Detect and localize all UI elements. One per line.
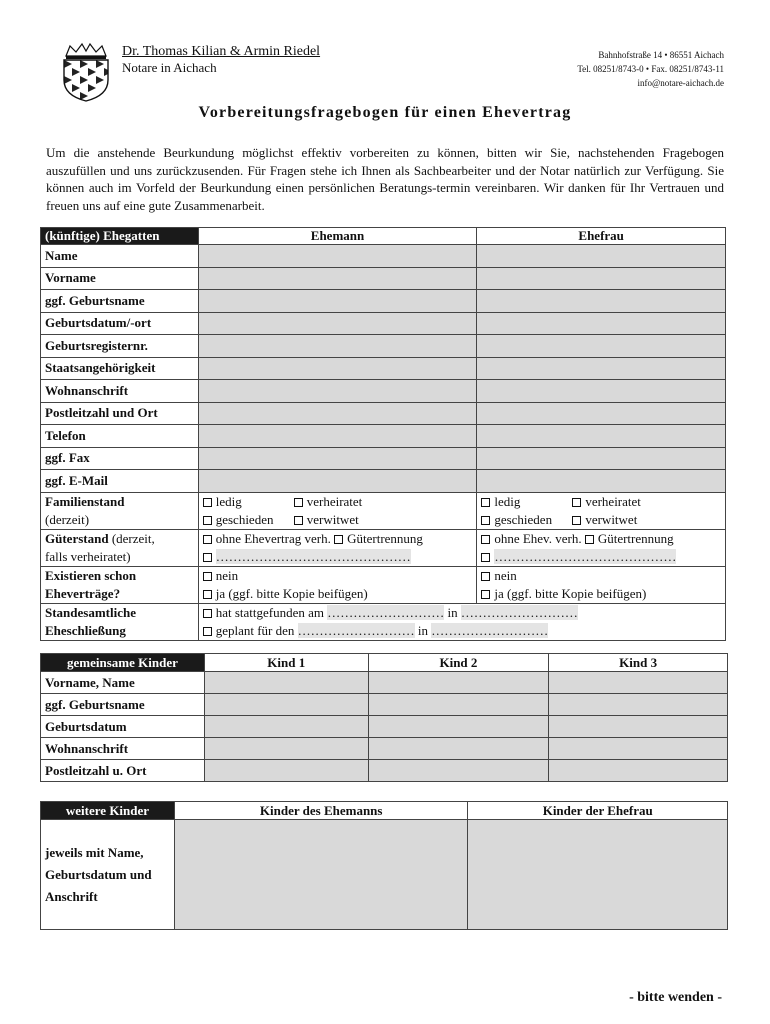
- checkbox-geschieden-wife[interactable]: [481, 516, 490, 525]
- col-husband: Ehemann: [198, 228, 477, 245]
- kind-2-field[interactable]: [368, 760, 549, 782]
- checkbox-verwitwet-wife[interactable]: [572, 516, 581, 525]
- kind-1-field[interactable]: [204, 738, 368, 760]
- wife-field[interactable]: [477, 380, 726, 403]
- wife-field[interactable]: [477, 357, 726, 380]
- husband-field[interactable]: [198, 335, 477, 358]
- table-row: Geburtsregisternr.: [41, 335, 726, 358]
- kind-3-field[interactable]: [549, 716, 728, 738]
- checkbox-geplant[interactable]: [203, 627, 212, 636]
- table-row: ggf. Fax: [41, 447, 726, 470]
- kind-1-field[interactable]: [204, 694, 368, 716]
- table-row: Wohnanschrift: [41, 738, 728, 760]
- wife-field[interactable]: [477, 245, 726, 268]
- date-field-planned[interactable]: ………………………: [297, 622, 415, 638]
- kind-3-field[interactable]: [549, 672, 728, 694]
- checkbox-ohne-ehevertrag-husband[interactable]: [203, 535, 212, 544]
- email: info@notare-aichach.de: [637, 78, 724, 88]
- checkbox-other-husband[interactable]: [203, 553, 212, 562]
- table-row: ggf. Geburtsname: [41, 694, 728, 716]
- checkbox-ohne-ehevertrag-wife[interactable]: [481, 535, 490, 544]
- wife-field[interactable]: [477, 402, 726, 425]
- wife-field[interactable]: [477, 425, 726, 448]
- table-row: ggf. Geburtsname: [41, 290, 726, 313]
- table-row: Postleitzahl u. Ort: [41, 760, 728, 782]
- table-row: ggf. E-Mail: [41, 470, 726, 493]
- other-children-table: [40, 801, 728, 930]
- col-kind-3: Kind 3: [549, 654, 728, 672]
- checkbox-nein-husband[interactable]: [203, 572, 212, 581]
- col-kind-2: Kind 2: [368, 654, 549, 672]
- kind-3-field[interactable]: [549, 738, 728, 760]
- table-row: Vorname: [41, 267, 726, 290]
- intro-text: Um die anstehende Beurkundung möglichst effektiv vorbereiten zu können, bitten wir Sie, nachstehenden Fragebogen auszufüllen und uns zurückzusenden. Für Fragen stehe ich Ihnen als Sachbearbeiter und der Notar natürlich zur Verfügung. Sie können auch im Vorfeld der Beurkundung einen persönlichen Beratungs-termin vereinbaren. Wir danken für Ihr Vertrauen und freuen uns auf eine gute Zusammenarbeit.: [46, 145, 724, 213]
- gueterstand-row: Güterstand (derzeit, falls verheiratet) ohne Ehevertrag verh. Gütertrennung ……………………………………… ohne Ehev. verh. Gütertrennung ……………………………………: [41, 529, 726, 566]
- table-row: Geburtsdatum: [41, 716, 728, 738]
- checkbox-ledig-husband[interactable]: [203, 498, 212, 507]
- wife-field[interactable]: [477, 335, 726, 358]
- col-kinder-ehefrau: Kinder der Ehefrau: [468, 802, 728, 820]
- familienstand-sub: (derzeit): [45, 511, 90, 527]
- page-footer: - bitte wenden -: [629, 990, 722, 1005]
- wife-field[interactable]: [477, 312, 726, 335]
- kind-2-field[interactable]: [368, 694, 549, 716]
- contact-block: [577, 48, 724, 90]
- kind-1-field[interactable]: [204, 716, 368, 738]
- husband-field[interactable]: [198, 380, 477, 403]
- date-field-past[interactable]: ………………………: [327, 604, 445, 620]
- husband-field[interactable]: [198, 425, 477, 448]
- checkbox-guetertrennung-wife[interactable]: [585, 535, 594, 544]
- kind-3-field[interactable]: [549, 694, 728, 716]
- kinder-ehemann-field[interactable]: [174, 820, 467, 930]
- wife-field[interactable]: [477, 267, 726, 290]
- husband-field[interactable]: [198, 245, 477, 268]
- husband-field[interactable]: [198, 357, 477, 380]
- place-field-planned[interactable]: ………………………: [431, 622, 549, 638]
- children-table-header: gemeinsame Kinder: [41, 654, 205, 672]
- checkbox-nein-wife[interactable]: [481, 572, 490, 581]
- husband-field[interactable]: [198, 290, 477, 313]
- kind-2-field[interactable]: [368, 716, 549, 738]
- familienstand-row: Familienstand (derzeit) ledig verheiratet geschieden verwitwet ledig verheiratet geschieden verwitwet: [41, 492, 726, 529]
- table-row: Geburtsdatum/-ort: [41, 312, 726, 335]
- col-kind-1: Kind 1: [204, 654, 368, 672]
- husband-field[interactable]: [198, 402, 477, 425]
- notary-subtitle: Notare in Aichach: [122, 60, 217, 75]
- kind-2-field[interactable]: [368, 738, 549, 760]
- checkbox-guetertrennung-husband[interactable]: [334, 535, 343, 544]
- table-row: Name: [41, 245, 726, 268]
- husband-field[interactable]: [198, 447, 477, 470]
- checkbox-verheiratet-wife[interactable]: [572, 498, 581, 507]
- table-row: Telefon: [41, 425, 726, 448]
- kind-1-field[interactable]: [204, 672, 368, 694]
- checkbox-verheiratet-husband[interactable]: [294, 498, 303, 507]
- kind-3-field[interactable]: [549, 760, 728, 782]
- place-field-past[interactable]: ………………………: [460, 604, 578, 620]
- notary-header: [122, 44, 320, 76]
- checkbox-ja-husband[interactable]: [203, 590, 212, 599]
- wife-field[interactable]: [477, 447, 726, 470]
- page-title: Vorbereitungsfragebogen für einen Ehevertrag: [198, 104, 572, 121]
- col-wife: Ehefrau: [477, 228, 726, 245]
- other-field-husband[interactable]: ………………………………………: [215, 548, 411, 564]
- checkbox-geschieden-husband[interactable]: [203, 516, 212, 525]
- checkbox-ledig-wife[interactable]: [481, 498, 490, 507]
- kinder-ehefrau-field[interactable]: [468, 820, 728, 930]
- table-row: Staatsangehörigkeit: [41, 357, 726, 380]
- children-table: [40, 653, 728, 782]
- phone-fax: Tel. 08251/8743-0 • Fax. 08251/8743-11: [577, 64, 724, 74]
- col-kinder-ehemann: Kinder des Ehemanns: [174, 802, 467, 820]
- husband-field[interactable]: [198, 470, 477, 493]
- wife-field[interactable]: [477, 470, 726, 493]
- standesamt-row: Standesamtliche Eheschließung hat stattgefunden am ……………………… in ……………………… geplant für den ……………………… in ………………………: [41, 603, 726, 640]
- table-row: Postleitzahl und Ort: [41, 402, 726, 425]
- kind-2-field[interactable]: [368, 672, 549, 694]
- husband-field[interactable]: [198, 267, 477, 290]
- checkbox-verwitwet-husband[interactable]: [294, 516, 303, 525]
- other-field-wife[interactable]: ……………………………………: [494, 548, 677, 564]
- other-children-header: weitere Kinder: [41, 802, 175, 820]
- table-row: Vorname, Name: [41, 672, 728, 694]
- checkbox-other-wife[interactable]: [481, 553, 490, 562]
- notary-names: Dr. Thomas Kilian & Armin Riedel: [122, 44, 321, 59]
- gueterstand-label: Güterstand: [45, 530, 109, 546]
- wife-field[interactable]: [477, 290, 726, 313]
- vertraege-row: Existieren schon Eheverträge? nein ja (ggf. bitte Kopie beifügen) nein ja (ggf. bitte Kopie beifügen): [41, 566, 726, 603]
- kind-1-field[interactable]: [204, 760, 368, 782]
- bavarian-crest-logo: [60, 42, 112, 102]
- table-row: jeweils mit Name, Geburtsdatum und Anschrift: [41, 820, 728, 930]
- checkbox-ja-wife[interactable]: [481, 590, 490, 599]
- address: Bahnhofstraße 14 • 86551 Aichach: [598, 50, 724, 60]
- table-row: Wohnanschrift: [41, 380, 726, 403]
- husband-field[interactable]: [198, 312, 477, 335]
- spouse-table: [40, 227, 726, 641]
- spouse-table-header: (künftige) Ehegatten: [41, 228, 199, 245]
- familienstand-label: Familienstand: [45, 493, 125, 509]
- checkbox-stattgefunden[interactable]: [203, 609, 212, 618]
